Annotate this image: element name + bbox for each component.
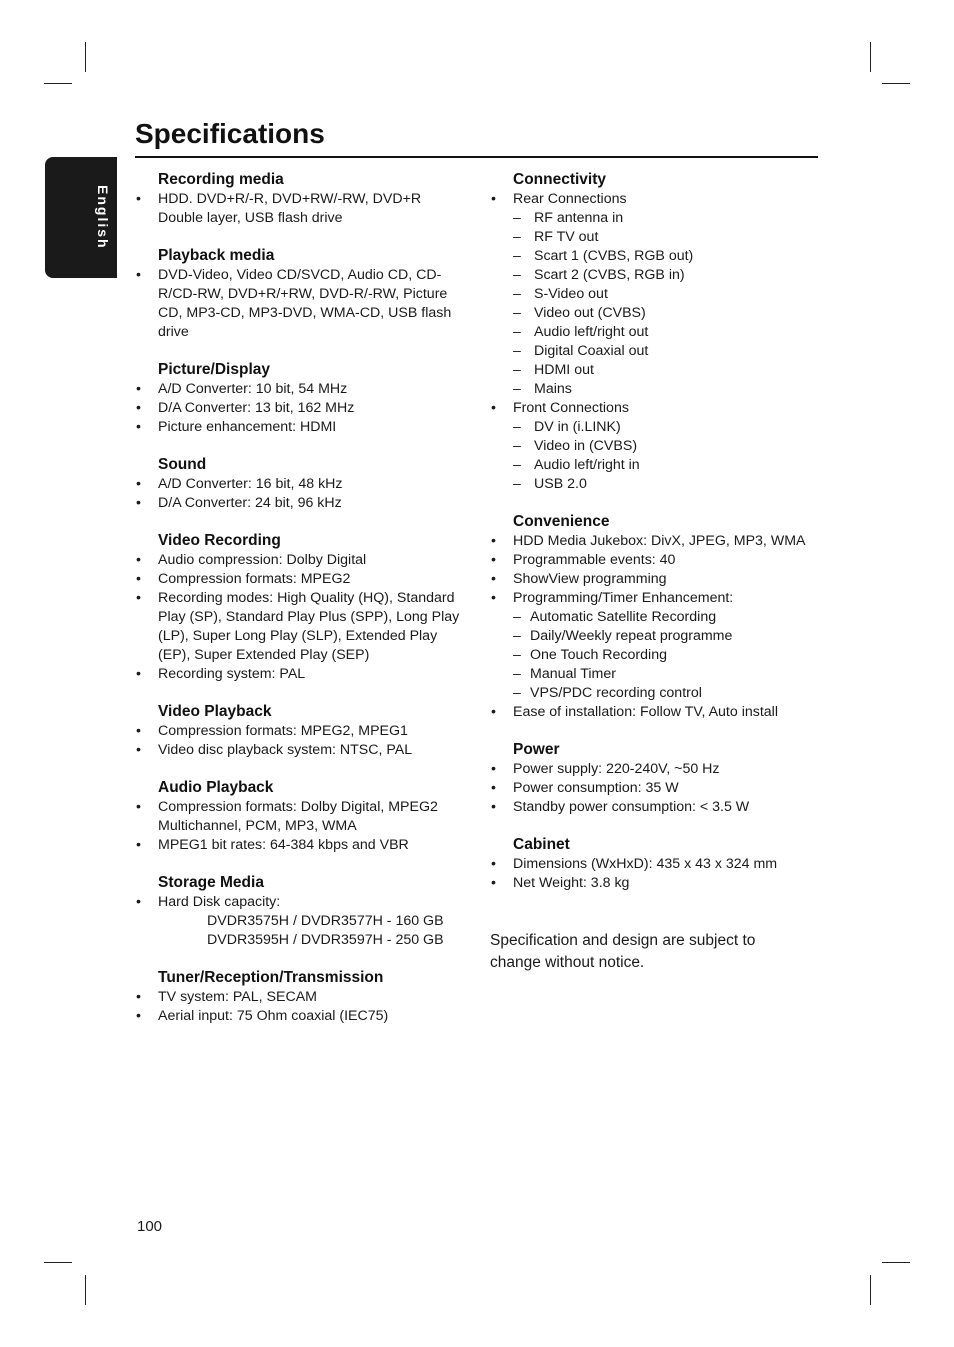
dash-icon: – [513, 476, 521, 492]
dash-icon: – [513, 305, 521, 321]
section-heading: Playback media [158, 247, 275, 264]
bullet-icon: • [136, 495, 141, 511]
spec-item [135, 1007, 470, 1026]
spec-item-text: Programmable events: 40 [513, 552, 676, 568]
spec-subitem [490, 266, 820, 285]
section-heading: Video Recording [158, 532, 281, 549]
bullet-icon: • [136, 191, 141, 207]
spec-item-text: Dimensions (WxHxD): 435 x 43 x 324 mm [513, 856, 778, 872]
spec-subitem [490, 646, 820, 665]
spec-item-text: Compression formats: Dolby Digital, MPEG2 Multichannel, PCM, MP3, WMA [158, 799, 438, 834]
dash-icon: – [513, 666, 521, 682]
spec-section [490, 512, 820, 722]
spec-item-text: Recording system: PAL [158, 666, 306, 682]
bullet-icon: • [136, 571, 141, 587]
bullet-icon: • [136, 419, 141, 435]
bullet-icon: • [491, 571, 496, 587]
spec-section [135, 170, 470, 228]
section-heading: Tuner/Reception/Transmission [158, 969, 384, 986]
spec-item [490, 589, 820, 608]
bullet-icon: • [491, 761, 496, 777]
bullet-icon: • [136, 381, 141, 397]
spec-item [490, 551, 820, 570]
crop-mark [44, 1262, 72, 1263]
spec-item [135, 190, 470, 228]
dash-icon: – [513, 685, 521, 701]
spec-subitem-text: HDMI out [534, 362, 594, 378]
spec-item [135, 475, 470, 494]
bullet-icon: • [491, 799, 496, 815]
crop-mark [85, 42, 86, 72]
spec-subitem-text: VPS/PDC recording control [530, 685, 702, 701]
spec-item [490, 532, 820, 551]
dash-icon: – [513, 381, 521, 397]
section-heading: Cabinet [513, 836, 570, 853]
section-heading: Picture/Display [158, 361, 270, 378]
crop-mark [882, 1262, 910, 1263]
spec-item [490, 779, 820, 798]
spec-item-text: Power supply: 220-240V, ~50 Hz [513, 761, 720, 777]
spec-item-text: TV system: PAL, SECAM [158, 989, 317, 1005]
spec-subitem [490, 209, 820, 228]
bullet-icon: • [136, 837, 141, 853]
dash-icon: – [513, 628, 521, 644]
spec-item-line: DVDR3575H / DVDR3577H - 160 GB [207, 913, 444, 929]
bullet-icon: • [491, 191, 496, 207]
spec-subitem [490, 285, 820, 304]
spec-item-text: ShowView programming [513, 571, 667, 587]
spec-item-text: Compression formats: MPEG2 [158, 571, 351, 587]
section-heading: Video Playback [158, 703, 272, 720]
page-number: 100 [137, 1218, 163, 1235]
spec-item [490, 874, 820, 893]
dash-icon: – [513, 248, 521, 264]
spec-subitem [490, 665, 820, 684]
dash-icon: – [513, 229, 521, 245]
spec-subitem [490, 380, 820, 399]
spec-item-text: Aerial input: 75 Ohm coaxial (IEC75) [158, 1008, 389, 1024]
spec-item-text: Audio compression: Dolby Digital [158, 552, 367, 568]
spec-item [135, 741, 470, 760]
dash-icon: – [513, 457, 521, 473]
spec-item [490, 399, 820, 418]
spec-subitem-text: Automatic Satellite Recording [530, 609, 717, 625]
section-heading: Convenience [513, 513, 610, 530]
section-heading: Audio Playback [158, 779, 274, 796]
spec-item-text: Ease of installation: Follow TV, Auto install [513, 704, 778, 720]
spec-item [135, 988, 470, 1007]
spec-subitem [490, 304, 820, 323]
spec-item [135, 665, 470, 684]
spec-item [490, 703, 820, 722]
spec-subitem [490, 342, 820, 361]
bullet-icon: • [136, 552, 141, 568]
spec-section [135, 531, 470, 684]
spec-item-text: A/D Converter: 16 bit, 48 kHz [158, 476, 343, 492]
language-tab-label: English [95, 185, 111, 250]
spec-item [135, 418, 470, 437]
left-column [135, 170, 470, 1044]
language-tab [45, 157, 117, 278]
bullet-icon: • [491, 780, 496, 796]
spec-subitem [490, 684, 820, 703]
spec-item [490, 760, 820, 779]
bullet-icon: • [491, 552, 496, 568]
spec-section [490, 835, 820, 893]
spec-item [135, 551, 470, 570]
spec-item [490, 190, 820, 209]
spec-subitem-text: One Touch Recording [530, 647, 667, 663]
spec-item-text: HDD. DVD+R/-R, DVD+RW/-RW, DVD+R Double layer, USB flash drive [158, 191, 422, 226]
spec-item [135, 494, 470, 513]
spec-item-text: Recording modes: High Quality (HQ), Standard Play (SP), Standard Play Plus (SPP), Long Play (LP), Super Long Play (SLP), Extended Play (EP), Super Extended Play (SEP) [158, 590, 460, 663]
spec-subitem [490, 456, 820, 475]
spec-item [135, 266, 470, 342]
spec-item [490, 798, 820, 817]
spec-subitem [490, 418, 820, 437]
section-heading: Connectivity [513, 171, 607, 188]
crop-mark [85, 1275, 86, 1305]
dash-icon: – [513, 343, 521, 359]
bullet-icon: • [136, 400, 141, 416]
page-title: Specifications [135, 118, 325, 149]
spec-item [135, 380, 470, 399]
spec-subitem [490, 228, 820, 247]
spec-item [135, 722, 470, 741]
spec-section [135, 360, 470, 437]
spec-subitem [490, 608, 820, 627]
spec-item [135, 836, 470, 855]
bullet-icon: • [136, 894, 141, 910]
spec-item-text: Net Weight: 3.8 kg [513, 875, 630, 891]
spec-subitem-text: Mains [534, 381, 572, 397]
dash-icon: – [513, 609, 521, 625]
bullet-icon: • [491, 704, 496, 720]
bullet-icon: • [491, 856, 496, 872]
spec-subitem-text: S-Video out [534, 286, 608, 302]
title-divider [135, 156, 818, 158]
spec-subitem-text: Digital Coaxial out [534, 343, 649, 359]
spec-subitem-text: Video out (CVBS) [534, 305, 646, 321]
dash-icon: – [513, 324, 521, 340]
section-heading: Recording media [158, 171, 284, 188]
section-heading: Power [513, 741, 560, 758]
dash-icon: – [513, 419, 521, 435]
spec-subitem [490, 323, 820, 342]
spec-item [135, 893, 470, 912]
spec-subitem-text: Audio left/right out [534, 324, 649, 340]
spec-subitem-text: Scart 1 (CVBS, RGB out) [534, 248, 694, 264]
crop-mark [882, 83, 910, 84]
crop-mark [870, 42, 871, 72]
spec-subitem [490, 475, 820, 494]
dash-icon: – [513, 267, 521, 283]
spec-subitem-text: Manual Timer [530, 666, 616, 682]
spec-section [490, 740, 820, 817]
spec-item-text: DVD-Video, Video CD/SVCD, Audio CD, CD-R/CD-RW, DVD+R/+RW, DVD-R/-RW, Picture CD, MP3-CD, MP3-DVD, WMA-CD, USB flash drive [158, 267, 452, 340]
notice-text: Specification and design are subject to change without notice. [490, 932, 756, 971]
bullet-icon: • [136, 989, 141, 1005]
spec-subitem-text: Audio left/right in [534, 457, 640, 473]
spec-subitem-text: RF antenna in [534, 210, 624, 226]
dash-icon: – [513, 210, 521, 226]
bullet-icon: • [136, 742, 141, 758]
spec-item-text: Front Connections [513, 400, 629, 416]
spec-subitem-text: DV in (i.LINK) [534, 419, 621, 435]
spec-item-text: Picture enhancement: HDMI [158, 419, 337, 435]
bullet-icon: • [491, 875, 496, 891]
bullet-icon: • [136, 1008, 141, 1024]
spec-item [135, 570, 470, 589]
spec-subitem-text: USB 2.0 [534, 476, 587, 492]
spec-item [490, 855, 820, 874]
spec-item-text: HDD Media Jukebox: DivX, JPEG, MP3, WMA [513, 533, 806, 549]
spec-subitem-text: Video in (CVBS) [534, 438, 638, 454]
bullet-icon: • [136, 476, 141, 492]
spec-item-text: Standby power consumption: < 3.5 W [513, 799, 750, 815]
spec-item-text: D/A Converter: 13 bit, 162 MHz [158, 400, 355, 416]
bullet-icon: • [136, 799, 141, 815]
spec-item-text: Hard Disk capacity: [158, 894, 281, 910]
spec-section [135, 778, 470, 855]
spec-item-text: Power consumption: 35 W [513, 780, 679, 796]
spec-item [135, 589, 470, 665]
spec-subitem [490, 361, 820, 380]
bullet-icon: • [136, 666, 141, 682]
crop-mark [44, 83, 72, 84]
spec-subitem-text: Daily/Weekly repeat programme [530, 628, 733, 644]
dash-icon: – [513, 438, 521, 454]
bullet-icon: • [136, 723, 141, 739]
spec-section [135, 455, 470, 513]
spec-item-text: MPEG1 bit rates: 64-384 kbps and VBR [158, 837, 409, 853]
crop-mark [870, 1275, 871, 1305]
spec-section [490, 170, 820, 494]
spec-item-text: Compression formats: MPEG2, MPEG1 [158, 723, 408, 739]
bullet-icon: • [136, 590, 141, 606]
dash-icon: – [513, 362, 521, 378]
spec-item-text: Rear Connections [513, 191, 627, 207]
dash-icon: – [513, 286, 521, 302]
section-heading: Sound [158, 456, 207, 473]
spec-section [135, 702, 470, 760]
spec-item [490, 570, 820, 589]
spec-section [135, 873, 470, 950]
spec-item-text: Video disc playback system: NTSC, PAL [158, 742, 413, 758]
spec-item-text: D/A Converter: 24 bit, 96 kHz [158, 495, 342, 511]
bullet-icon: • [491, 400, 496, 416]
spec-subitem [490, 627, 820, 646]
spec-item-line: DVDR3595H / DVDR3597H - 250 GB [207, 932, 444, 948]
dash-icon: – [513, 647, 521, 663]
spec-item [135, 399, 470, 418]
section-heading: Storage Media [158, 874, 264, 891]
bullet-icon: • [136, 267, 141, 283]
spec-item [135, 798, 470, 836]
spec-subitem [490, 437, 820, 456]
spec-section [135, 968, 470, 1026]
spec-item-text: A/D Converter: 10 bit, 54 MHz [158, 381, 348, 397]
right-column [490, 170, 820, 911]
bullet-icon: • [491, 590, 496, 606]
spec-subitem-text: RF TV out [534, 229, 599, 245]
spec-section [135, 246, 470, 342]
spec-subitem [490, 247, 820, 266]
bullet-icon: • [491, 533, 496, 549]
spec-item-text: Programming/Timer Enhancement: [513, 590, 734, 606]
spec-subitem-text: Scart 2 (CVBS, RGB in) [534, 267, 685, 283]
